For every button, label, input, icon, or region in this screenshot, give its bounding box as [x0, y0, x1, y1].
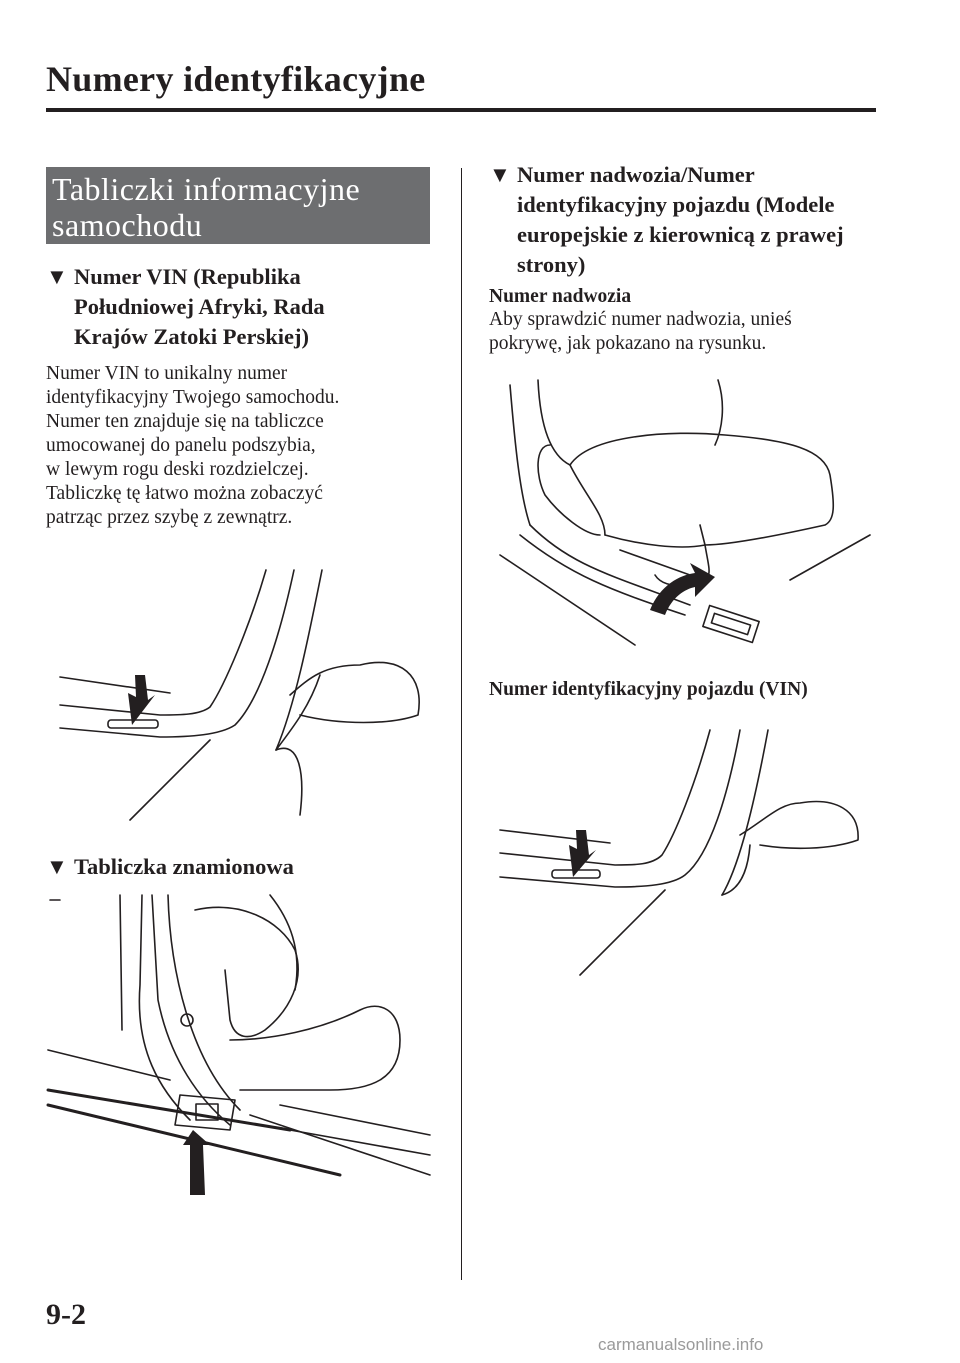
column-divider	[461, 168, 462, 1280]
lift-cover-arrow-icon	[650, 563, 715, 615]
vin-pointer-arrow-icon	[128, 675, 155, 725]
page-number: 9-2	[46, 1298, 86, 1331]
header-rule	[46, 108, 876, 112]
section-title: Tabliczki informacyjne samochodu	[52, 171, 361, 243]
triangle-down-icon: ▼	[46, 854, 68, 879]
vin-description: Numer VIN to unikalny numer identyfikacyjny Twojego samochodu. Numer ten znajduje się na tabliczce umocowanej do panelu podszybia, w lewym rogu deski rozdzielczej. Tabliczkę tę łatwo można zobaczyć patrząc przez szybę z zewnątrz.	[46, 363, 340, 528]
plate-heading	[46, 852, 426, 882]
triangle-down-icon: ▼	[46, 264, 68, 289]
body-number-heading	[489, 160, 879, 280]
page-header-title: Numery identyfikacyjne	[46, 59, 426, 99]
vin-windshield-illustration-right	[490, 725, 890, 995]
triangle-down-icon: ▼	[489, 162, 511, 187]
nameplate-illustration	[40, 890, 440, 1190]
nameplate-pointer-arrow-icon	[183, 1130, 210, 1195]
vin-windshield-illustration	[40, 565, 440, 845]
vin-label: Numer identyfikacyjny pojazdu (VIN)	[489, 679, 808, 700]
body-number-label: Numer nadwozia	[489, 286, 632, 307]
vin-heading-text: Numer VIN (Republika Południowej Afryki, Rada Krajów Zatoki Perskiej)	[74, 264, 325, 349]
vin-heading	[46, 262, 366, 352]
body-number-description: Aby sprawdzić numer nadwozia, unieś pokrywę, jak pokazano na rysunku.	[489, 309, 792, 354]
watermark: carmanualsonline.info	[598, 1335, 764, 1354]
body-number-seat-illustration	[490, 375, 890, 665]
body-number-heading-text: Numer nadwozia/Numer identyfikacyjny pojazdu (Modele europejskie z kierownicą z prawej strony)	[517, 162, 844, 277]
plate-heading-text: Tabliczka znamionowa	[74, 854, 294, 879]
